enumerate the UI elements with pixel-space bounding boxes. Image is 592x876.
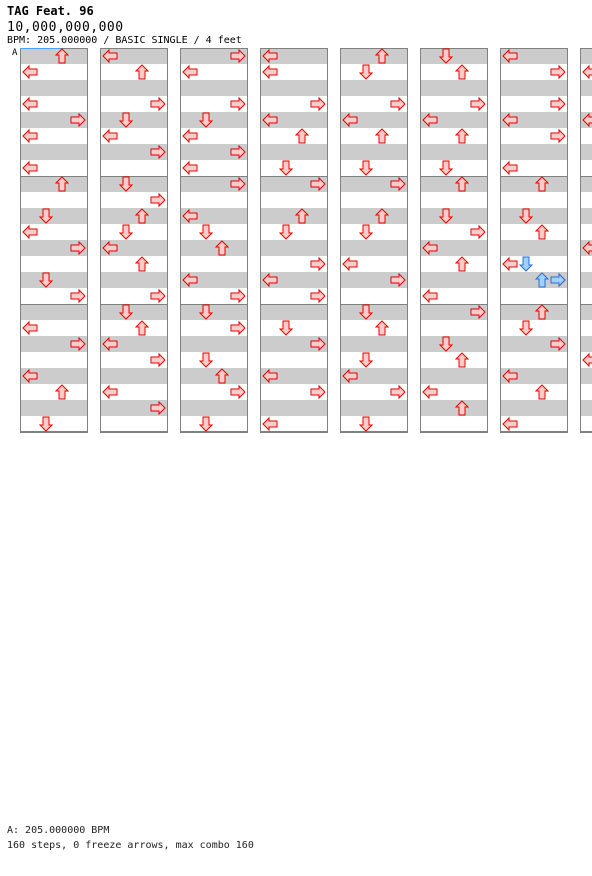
beat-stripe: [20, 272, 88, 288]
beat-stripe: [340, 336, 408, 352]
beat-stripe: [420, 48, 488, 64]
beat-stripe: [180, 336, 248, 352]
beat-stripe: [420, 208, 488, 224]
beat-stripe: [260, 240, 328, 256]
beat-stripe: [100, 304, 168, 320]
beat-stripe: [420, 144, 488, 160]
chart-info: BPM: 205.000000 / BASIC SINGLE / 4 feet: [7, 35, 242, 46]
beat-stripe: [420, 368, 488, 384]
beat-stripe: [580, 368, 592, 384]
beat-stripe: [500, 176, 568, 192]
beat-stripe: [580, 400, 592, 416]
beat-stripe: [340, 80, 408, 96]
step-stats: 160 steps, 0 freeze arrows, max combo 160: [7, 840, 254, 851]
score-display: 10,000,000,000: [7, 20, 124, 35]
beat-stripe: [100, 368, 168, 384]
beat-stripe: [180, 80, 248, 96]
beat-stripe: [100, 272, 168, 288]
beat-stripe: [580, 48, 592, 64]
beat-stripe: [500, 304, 568, 320]
beat-stripe: [420, 176, 488, 192]
beat-stripe: [260, 208, 328, 224]
beat-stripe: [420, 272, 488, 288]
beat-stripe: [100, 208, 168, 224]
beat-stripe: [180, 400, 248, 416]
beat-stripe: [180, 304, 248, 320]
beat-stripe: [340, 400, 408, 416]
beat-stripe: [180, 240, 248, 256]
beat-stripe: [20, 176, 88, 192]
beat-stripe: [340, 208, 408, 224]
beat-stripe: [500, 240, 568, 256]
beat-stripe: [20, 400, 88, 416]
beat-stripe: [500, 144, 568, 160]
beat-stripe: [580, 272, 592, 288]
beat-stripe: [420, 80, 488, 96]
beat-stripe: [20, 144, 88, 160]
beat-stripe: [580, 80, 592, 96]
beat-stripe: [340, 48, 408, 64]
beat-stripe: [500, 80, 568, 96]
beat-stripe: [180, 368, 248, 384]
beat-stripe: [100, 176, 168, 192]
beat-stripe: [100, 112, 168, 128]
beat-stripe: [500, 400, 568, 416]
beat-stripe: [580, 304, 592, 320]
beat-stripe: [340, 304, 408, 320]
beat-stripe: [260, 304, 328, 320]
beat-stripe: [580, 336, 592, 352]
beat-stripe: [260, 400, 328, 416]
beat-stripe: [500, 208, 568, 224]
beat-stripe: [20, 48, 88, 64]
beat-stripe: [20, 80, 88, 96]
beat-stripe: [180, 112, 248, 128]
beat-stripe: [580, 208, 592, 224]
beat-stripe: [340, 144, 408, 160]
beat-stripe: [20, 304, 88, 320]
beat-stripe: [100, 80, 168, 96]
song-title: TAG Feat. 96: [7, 4, 94, 18]
bpm-legend: A: 205.000000 BPM: [7, 825, 110, 836]
beat-stripe: [580, 176, 592, 192]
bpm-marker-label: A: [12, 48, 18, 58]
beat-stripe: [420, 400, 488, 416]
beat-stripe: [20, 208, 88, 224]
beat-stripe: [420, 336, 488, 352]
beat-stripe: [260, 80, 328, 96]
beat-stripe: [340, 240, 408, 256]
beat-stripe: [260, 144, 328, 160]
beat-stripe: [580, 144, 592, 160]
